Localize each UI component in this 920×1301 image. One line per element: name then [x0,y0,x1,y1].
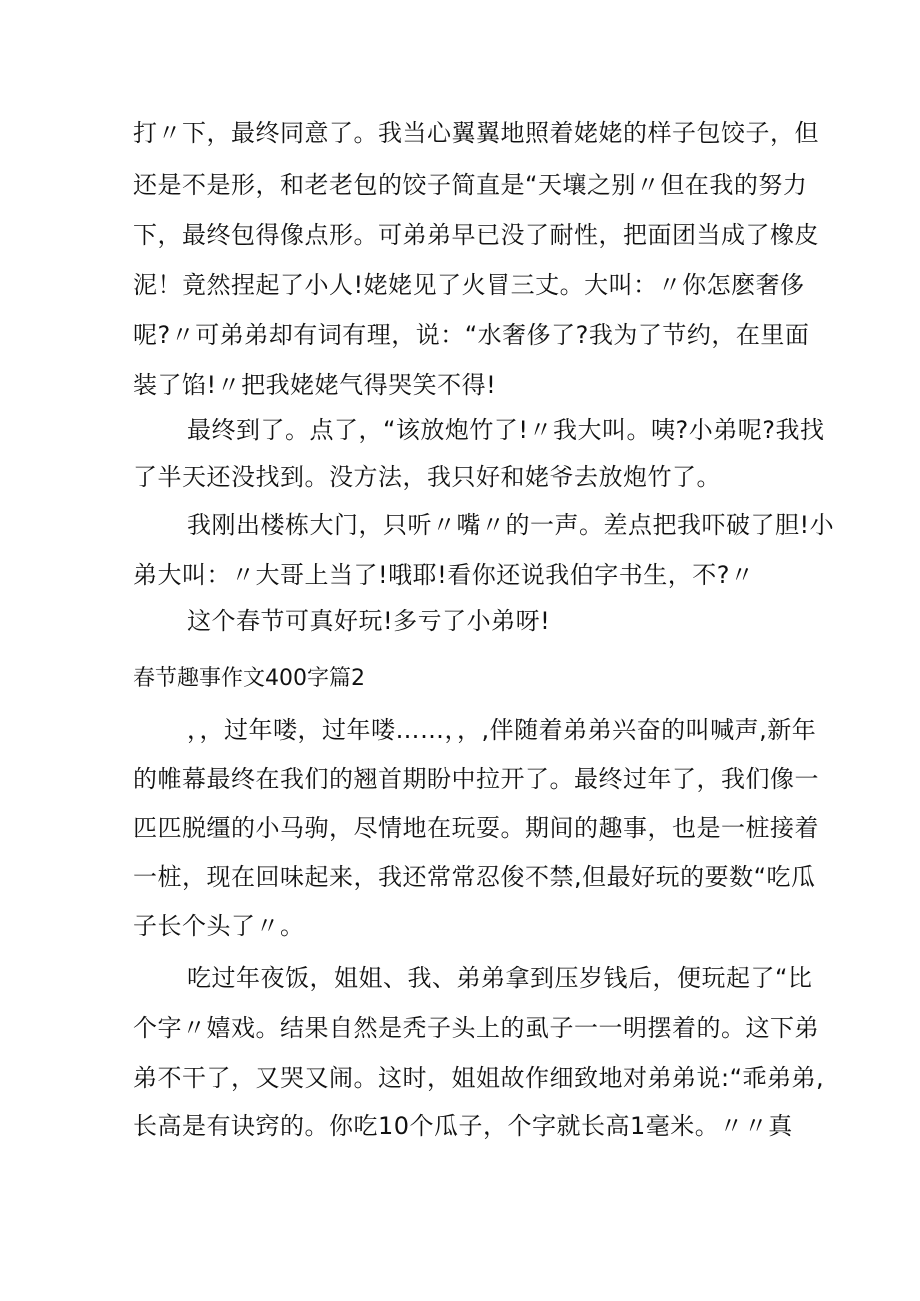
paragraph-line: 还是不是形，和老老包的饺子简直是“天壤之别〃但在我的努力 [133,171,808,199]
paragraph-line: 子长个头了〃。 [133,912,305,940]
paragraph-line: 长高是有诀窍的。你吃10个瓜子，个字就长高1毫米。〃〃真 [133,1112,793,1140]
paragraph-line: 个字〃嬉戏。结果自然是秃子头上的虱子一一明摆着的。这下弟 [133,1014,819,1042]
paragraph-line: 的帷幕最终在我们的翘首期盼中拉开了。最终过年了，我们像一 [133,765,819,793]
section-heading: 春节趣事作文400字篇2 [133,666,365,691]
paragraph-line: 泥！竟然捏起了小人!姥姥见了火冒三丈。大叫：〃你怎麽奢侈 [133,271,805,299]
paragraph-line: 呢?〃可弟弟却有词有理，说：“水奢侈了?我为了节约，在里面 [133,321,810,349]
paragraph-line: 最终到了。点了，“该放炮竹了!〃我大叫。咦?小弟呢?我找 [187,416,825,444]
paragraph-line: 打〃下，最终同意了。我当心翼翼地照着姥姥的样子包饺子，但 [133,119,819,147]
paragraph-line: 一桩，现在回味起来，我还常常忍俊不禁,但最好玩的要数“吃瓜 [133,863,816,891]
paragraph-line: ，，过年喽，过年喽……，，,伴随着弟弟兴奋的叫喊声,新年 [187,716,817,744]
paragraph-line: 弟不干了，又哭又闹。这时，姐姐故作细致地对弟弟说:“乖弟弟, [133,1064,825,1092]
paragraph-line: 这个春节可真好玩!多亏了小弟呀! [187,607,551,635]
paragraph-line: 吃过年夜饭，姐姐、我、弟弟拿到压岁钱后，便玩起了“比 [187,964,813,992]
paragraph-line: 弟大叫：〃大哥上当了!哦耶!看你还说我伯字书生，不?〃 [133,561,755,589]
paragraph-line: 下，最终包得像点形。可弟弟早已没了耐性，把面团当成了橡皮 [133,221,819,249]
paragraph-line: 匹匹脱缰的小马驹，尽情地在玩耍。期间的趣事，也是一桩接着 [133,814,819,842]
paragraph-line: 装了馅!〃把我姥姥气得哭笑不得! [133,371,497,399]
paragraph-line: 了半天还没找到。没方法，我只好和姥爷去放炮竹了。 [133,463,721,491]
paragraph-line: 我刚出楼栋大门，只听〃嘴〃的一声。差点把我吓破了胆!小 [187,511,835,539]
